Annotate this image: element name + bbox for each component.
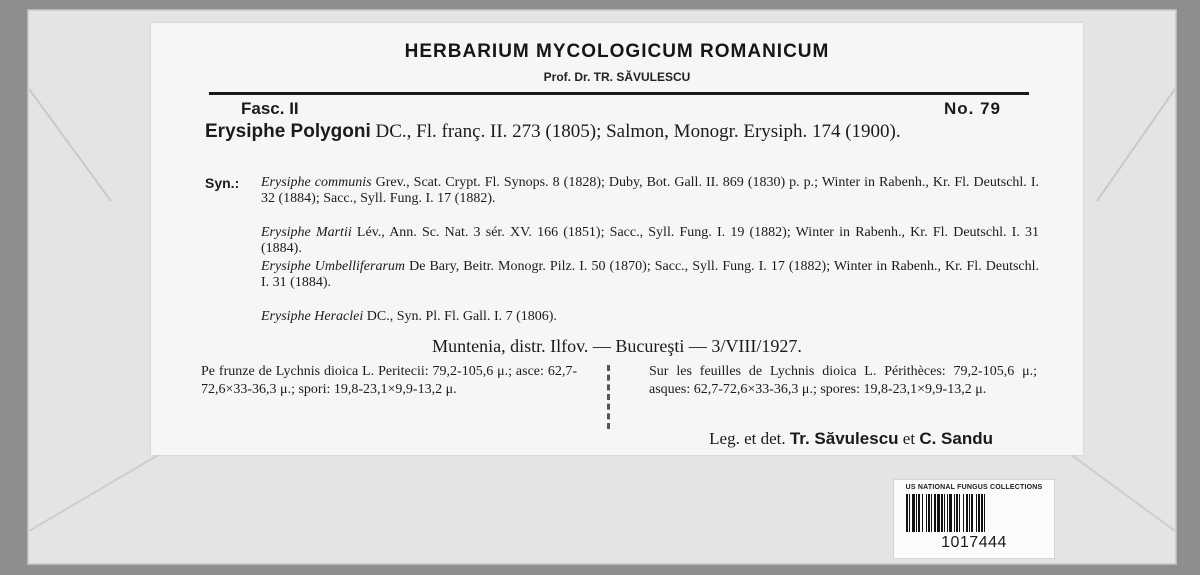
- barcode-bars: [906, 494, 1042, 532]
- barcode-bar: [906, 494, 908, 532]
- synonym-entry: [261, 309, 1039, 325]
- synonym-entry: [261, 225, 1039, 257]
- barcode-bar: [984, 494, 985, 532]
- barcode-bar: [978, 494, 980, 532]
- synonym-name: Erysiphe Martii: [261, 225, 352, 240]
- synonym-citation: Grev., Scat. Crypt. Fl. Synops. 8 (1828); Duby, Bot. Gall. II. 869 (1830) p. p.; Winter in Rabenh., Kr. Fl. Deutschl. I. 32 (1884); Sacc., Syll. Fung. I. 17 (1882).: [261, 175, 1039, 206]
- barcode-bar: [941, 494, 943, 532]
- synonym-citation: Lév., Ann. Sc. Nat. 3 sér. XV. 166 (1851); Sacc., Syll. Fung. I. 19 (1882); Winter in Rabenh., Kr. Fl. Deutschl. I. 31 (1884).: [261, 225, 1040, 256]
- leg-and: et: [902, 429, 916, 448]
- species-name: Erysiphe Polygoni: [205, 121, 371, 142]
- barcode-bar: [922, 494, 923, 532]
- synonym-citation: DC., Syn. Pl. Fl. Gall. I. 7 (1806).: [366, 309, 557, 324]
- barcode-number: 1017444: [941, 534, 1007, 551]
- label-header: HERBARIUM MYCOLOGICUM ROMANICUM: [404, 41, 830, 62]
- barcode-bar: [954, 494, 955, 532]
- header-rule: [209, 92, 1029, 95]
- barcode-bar: [981, 494, 983, 532]
- barcode-bar: [949, 494, 952, 532]
- synonym-entry: [261, 259, 1039, 291]
- description-french: Sur les feuilles de Lychnis dioica L. Périthèces: 79,2-105,6 μ.; asques: 62,7-72,6×33-36,3 μ.; spores: 19,8-23,1×9,9-13,2 μ.: [649, 364, 1037, 397]
- barcode-bar: [926, 494, 927, 532]
- specimen-envelope: [28, 10, 1176, 564]
- barcode-institution: US NATIONAL FUNGUS COLLECTIONS: [905, 484, 1043, 491]
- barcode-bar: [956, 494, 958, 532]
- column-divider: [607, 365, 610, 429]
- barcode-bar: [947, 494, 948, 532]
- description-romanian: Pe frunze de Lychnis dioica L. Peritecii: 79,2-105,6 μ.; asce: 62,7-72,6×33-36,3 μ.; spori: 19,8-23,1×9,9-13,2 μ.: [201, 364, 577, 397]
- barcode-bar: [916, 494, 917, 532]
- barcode-bar: [969, 494, 970, 532]
- barcode-bar: [944, 494, 945, 532]
- synonym-name: Erysiphe Heraclei: [261, 309, 364, 324]
- synonym-citation: De Bary, Beitr. Monogr. Pilz. I. 50 (1870); Sacc., Syll. Fung. I. 17 (1882); Winter in Rabenh., Kr. Fl. Deutschl. I. 31 (1884).: [261, 259, 1040, 290]
- label-subheader: Prof. Dr. TR. SĂVULESCU: [543, 70, 691, 84]
- collector-2: C. Sandu: [919, 429, 993, 448]
- fascicle: Fasc. II: [241, 99, 299, 118]
- synonym-entry: [261, 175, 1039, 207]
- species-title: [205, 121, 1045, 143]
- barcode-bar: [928, 494, 930, 532]
- collector-line: [709, 429, 993, 449]
- barcode-bar: [909, 494, 910, 532]
- barcode-bar: [918, 494, 920, 532]
- barcode-bar: [912, 494, 915, 532]
- barcode-bar: [971, 494, 973, 532]
- barcode-bar: [976, 494, 977, 532]
- synonym-name: Erysiphe communis: [261, 175, 372, 190]
- locality: Muntenia, distr. Ilfov. — Bucureşti — 3/VIII/1927.: [432, 336, 802, 356]
- specimen-number: No. 79: [943, 99, 1001, 118]
- barcode-bar: [959, 494, 960, 532]
- species-citation: DC., Fl. franç. II. 273 (1805); Salmon, Monogr. Erysiph. 174 (1900).: [375, 121, 901, 142]
- synonyms-label: Syn.:: [205, 175, 240, 191]
- leg-prefix: Leg. et det.: [709, 429, 786, 448]
- collector-1: Tr. Săvulescu: [789, 429, 899, 448]
- barcode-bar: [934, 494, 936, 532]
- barcode-bar: [937, 494, 940, 532]
- barcode-bar: [966, 494, 968, 532]
- specimen-label: [151, 23, 1083, 455]
- barcode-bar: [931, 494, 932, 532]
- synonym-name: Erysiphe Umbelliferarum: [261, 259, 406, 274]
- barcode-label: [893, 479, 1055, 559]
- barcode-bar: [963, 494, 964, 532]
